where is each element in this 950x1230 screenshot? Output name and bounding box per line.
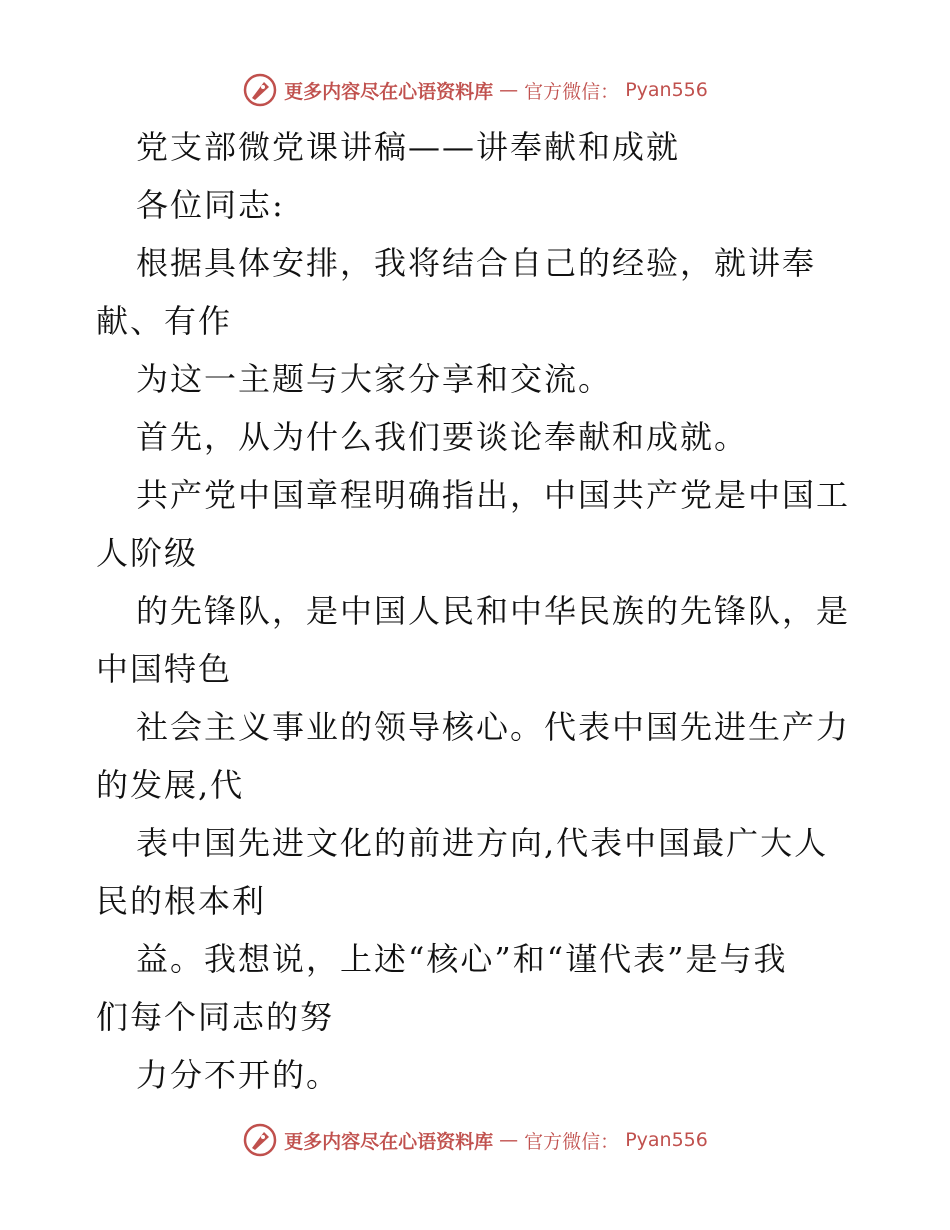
- text-line: 各位同志:: [136, 186, 285, 224]
- banner-wechat-label: 官方微信：: [524, 1130, 620, 1153]
- pen-nib-icon: [242, 1122, 278, 1158]
- text-line: 为这一主题与大家分享和交流。: [136, 360, 613, 398]
- text-line: 中国特色: [96, 650, 233, 688]
- text-line: 的先锋队，是中国人民和中华民族的先锋队，是: [136, 592, 851, 630]
- banner-wechat-id: Pyan556: [625, 1129, 708, 1151]
- text-line: 首先，从为什么我们要谈论奉献和成就。: [136, 418, 749, 456]
- banner-site-text: 更多内容尽在心语资料库: [284, 1130, 494, 1153]
- banner-site-text: 更多内容尽在心语资料库: [284, 80, 494, 103]
- text-line: 人阶级: [96, 534, 199, 572]
- text-line: 献、有作: [96, 302, 233, 340]
- banner-separator: —: [499, 1129, 519, 1151]
- banner-wechat-id: Pyan556: [625, 79, 708, 101]
- text-line: 民的根本利: [96, 882, 267, 920]
- header-banner: [0, 70, 950, 110]
- text-line: 们每个同志的努: [96, 998, 335, 1036]
- document-body: [96, 118, 866, 1104]
- text-line: 党支部微党课讲稿——讲奉献和成就: [136, 128, 681, 166]
- text-line: 的发展,代: [96, 766, 245, 804]
- text-line: 社会主义事业的领导核心。代表中国先进生产力: [136, 708, 851, 746]
- banner-wechat-label: 官方微信：: [524, 80, 620, 103]
- text-line: 力分不开的。: [136, 1056, 341, 1094]
- text-line: 表中国先进文化的前进方向,代表中国最广大人: [136, 824, 829, 862]
- footer-banner: [0, 1120, 950, 1160]
- text-line: 共产党中国章程明确指出，中国共产党是中国工: [136, 476, 851, 514]
- pen-nib-icon: [242, 72, 278, 108]
- banner-separator: —: [499, 79, 519, 101]
- text-line: 益。我想说，上述“核心”和“谨代表”是与我: [136, 940, 788, 978]
- text-line: 根据具体安排，我将结合自己的经验，就讲奉: [136, 244, 817, 282]
